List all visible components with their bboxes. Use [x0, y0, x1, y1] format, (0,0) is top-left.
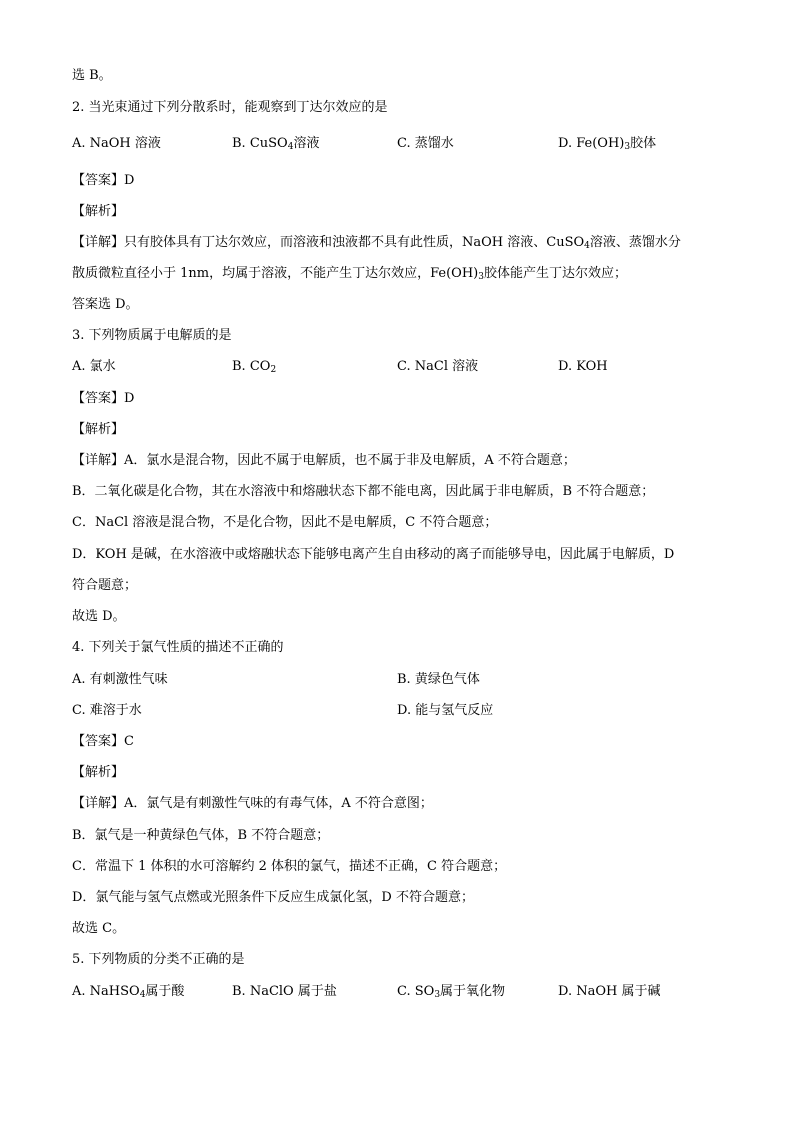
q4-option-c: C. 难溶于水 — [72, 703, 142, 718]
q4-analysis-label: 【解析】 — [72, 765, 125, 780]
q2-option-c: C. 蒸馏水 — [397, 136, 454, 151]
q3-detail-line: D．KOH 是碱，在水溶液中或熔融状态下能够电离产生自由移动的离子而能够导电，因此属于电解质，D — [72, 547, 675, 562]
q2-analysis-label: 【解析】 — [72, 204, 125, 219]
q2-option-d: D. $Fe(OH)_3$胶体 — [558, 136, 657, 152]
q5-option-b: B. NaClO 属于盐 — [232, 984, 337, 999]
q3-option-a: A. 氯水 — [72, 359, 116, 374]
q2-option-a: A. NaOH 溶液 — [72, 136, 161, 151]
q2-detail-line: 答案选 D。 — [72, 297, 139, 312]
q3-detail-line: B．二氧化碳是化合物，其在水溶液中和熔融状态下都不能电离，因此属于非电解质，B 不符合题意； — [72, 484, 655, 499]
q2-detail-line: 【详解】只有胶体具有丁达尔效应，而溶液和浊液都不具有此性质，NaOH 溶液、CuSO$_4$溶液、蒸馏水分 — [72, 235, 681, 251]
q4-option-a: A. 有刺激性气味 — [72, 672, 168, 687]
q3-detail-line: 故选 D。 — [72, 609, 126, 624]
q2-detail-line: 散质微粒直径小于 1nm，均属于溶液，不能产生丁达尔效应，$Fe(OH)_3$胶体能产生丁达尔效应； — [72, 266, 627, 282]
q5-option-c: C. $SO_3$属于氧化物 — [397, 984, 506, 1000]
q5-option-a: A. NaHSO$_4$属于酸 — [72, 984, 185, 1000]
q4-detail-line: C．常温下 1 体积的水可溶解约 2 体积的氯气，描述不正确，C 符合题意； — [72, 859, 507, 874]
q2-answer: 【答案】D — [72, 173, 135, 188]
q4-detail-line: D．氯气能与氢气点燃或光照条件下反应生成氯化氢，D 不符合题意； — [72, 890, 474, 905]
q4-option-d: D. 能与氢气反应 — [397, 703, 494, 718]
q3-analysis-label: 【解析】 — [72, 422, 125, 437]
q3-option-b: B. $CO_2$ — [232, 359, 277, 375]
q5-option-d: D. NaOH 属于碱 — [558, 984, 661, 999]
q3-detail-line: 【详解】A．氯水是混合物，因此不属于电解质，也不属于非及电解质，A 不符合题意； — [72, 453, 576, 468]
q3-detail-line: 符合题意； — [72, 578, 138, 593]
q3-option-c: C. NaCl 溶液 — [397, 359, 479, 374]
q4-detail-line: 【详解】A．氯气是有刺激性气味的有毒气体，A 不符合意图； — [72, 796, 433, 811]
q4-answer: 【答案】C — [72, 734, 134, 749]
question-5-stem: 5. 下列物质的分类不正确的是 — [72, 952, 245, 967]
question-4-stem: 4. 下列关于氯气性质的描述不正确的 — [72, 640, 284, 655]
q4-detail-line: 故选 C。 — [72, 921, 126, 936]
q4-option-b: B. 黄绿色气体 — [397, 672, 480, 687]
q3-option-d: D. KOH — [558, 359, 608, 374]
question-3-stem: 3. 下列物质属于电解质的是 — [72, 328, 232, 343]
text-line: 选 B。 — [72, 68, 112, 83]
question-2-stem: 2. 当光束通过下列分散系时，能观察到丁达尔效应的是 — [72, 100, 388, 115]
q3-answer: 【答案】D — [72, 391, 135, 406]
q4-detail-line: B．氯气是一种黄绿色气体，B 不符合题意； — [72, 828, 330, 843]
q3-detail-line: C．NaCl 溶液是混合物，不是化合物，因此不是电解质，C 不符合题意； — [72, 515, 498, 530]
q2-option-b: B. CuSO$_4$溶液 — [232, 136, 320, 152]
